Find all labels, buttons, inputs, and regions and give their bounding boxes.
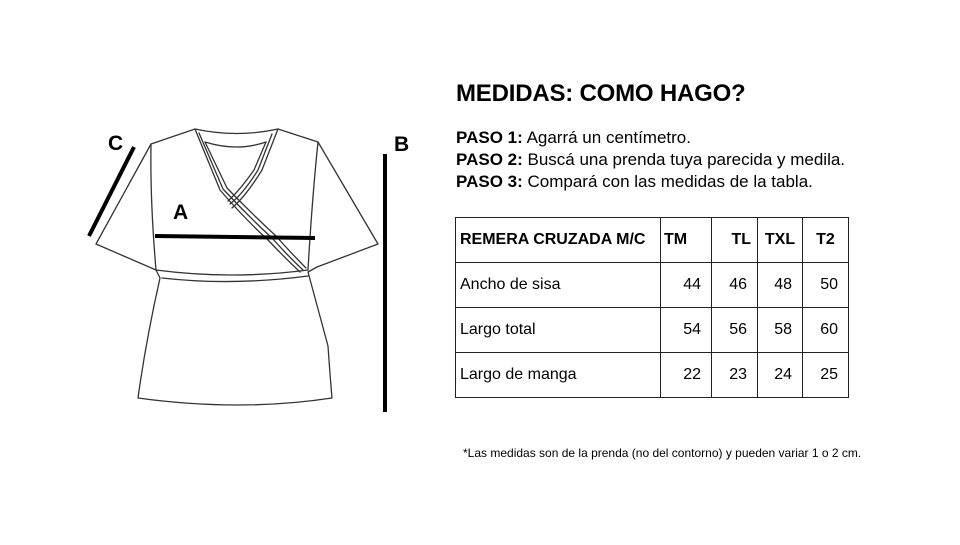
marker-b-label: B xyxy=(394,133,410,156)
marker-c-label: C xyxy=(108,132,124,155)
step-2-text: Buscá una prenda tuya parecida y medila. xyxy=(527,150,846,169)
header-product: REMERA CRUZADA M/C xyxy=(456,218,661,263)
right-armhole-seam xyxy=(308,142,318,270)
step-3-text: Compará con las medidas de la tabla. xyxy=(527,172,813,191)
step-1-text: Agarrá un centímetro. xyxy=(526,128,691,147)
measure-line-a xyxy=(155,236,315,238)
table-row xyxy=(456,353,849,398)
waist-band-top xyxy=(156,270,308,275)
page-title: MEDIDAS: COMO HAGO? xyxy=(456,80,746,107)
shirt-outline xyxy=(96,129,378,405)
back-neckline xyxy=(205,142,266,147)
cell-value: 25 xyxy=(803,353,849,398)
row-label: Largo total xyxy=(456,308,661,353)
cell-value: 60 xyxy=(803,308,849,353)
cell-value: 24 xyxy=(758,353,803,398)
cell-value: 58 xyxy=(758,308,803,353)
size-table xyxy=(455,217,849,398)
left-armhole-seam xyxy=(151,144,156,270)
step-3-label: PASO 3: xyxy=(456,172,523,191)
step-3 xyxy=(456,171,845,193)
waist-band-bottom xyxy=(162,276,308,282)
garment-diagram xyxy=(0,0,440,540)
cell-value: 50 xyxy=(803,263,849,308)
header-size-tl: TL xyxy=(712,218,758,263)
instruction-steps xyxy=(456,127,845,193)
step-1-label: PASO 1: xyxy=(456,128,523,147)
header-size-t2: T2 xyxy=(803,218,849,263)
cell-value: 44 xyxy=(661,263,712,308)
cell-value: 48 xyxy=(758,263,803,308)
step-1 xyxy=(456,127,845,149)
cell-value: 22 xyxy=(661,353,712,398)
measure-line-c xyxy=(89,147,134,236)
wrap-top-illustration xyxy=(0,0,440,540)
footnote: *Las medidas son de la prenda (no del contorno) y pueden variar 1 o 2 cm. xyxy=(463,446,862,460)
cell-value: 46 xyxy=(712,263,758,308)
table-header-row xyxy=(456,218,849,263)
cell-value: 23 xyxy=(712,353,758,398)
row-label: Ancho de sisa xyxy=(456,263,661,308)
step-2-label: PASO 2: xyxy=(456,150,523,169)
step-2 xyxy=(456,149,845,171)
row-label: Largo de manga xyxy=(456,353,661,398)
header-size-txl: TXL xyxy=(758,218,803,263)
wrap-collar-inner-2 xyxy=(205,142,306,268)
cell-value: 54 xyxy=(661,308,712,353)
table-row xyxy=(456,263,849,308)
header-size-tm: TM xyxy=(661,218,712,263)
cell-value: 56 xyxy=(712,308,758,353)
marker-a-label: A xyxy=(173,201,189,224)
table-row xyxy=(456,308,849,353)
